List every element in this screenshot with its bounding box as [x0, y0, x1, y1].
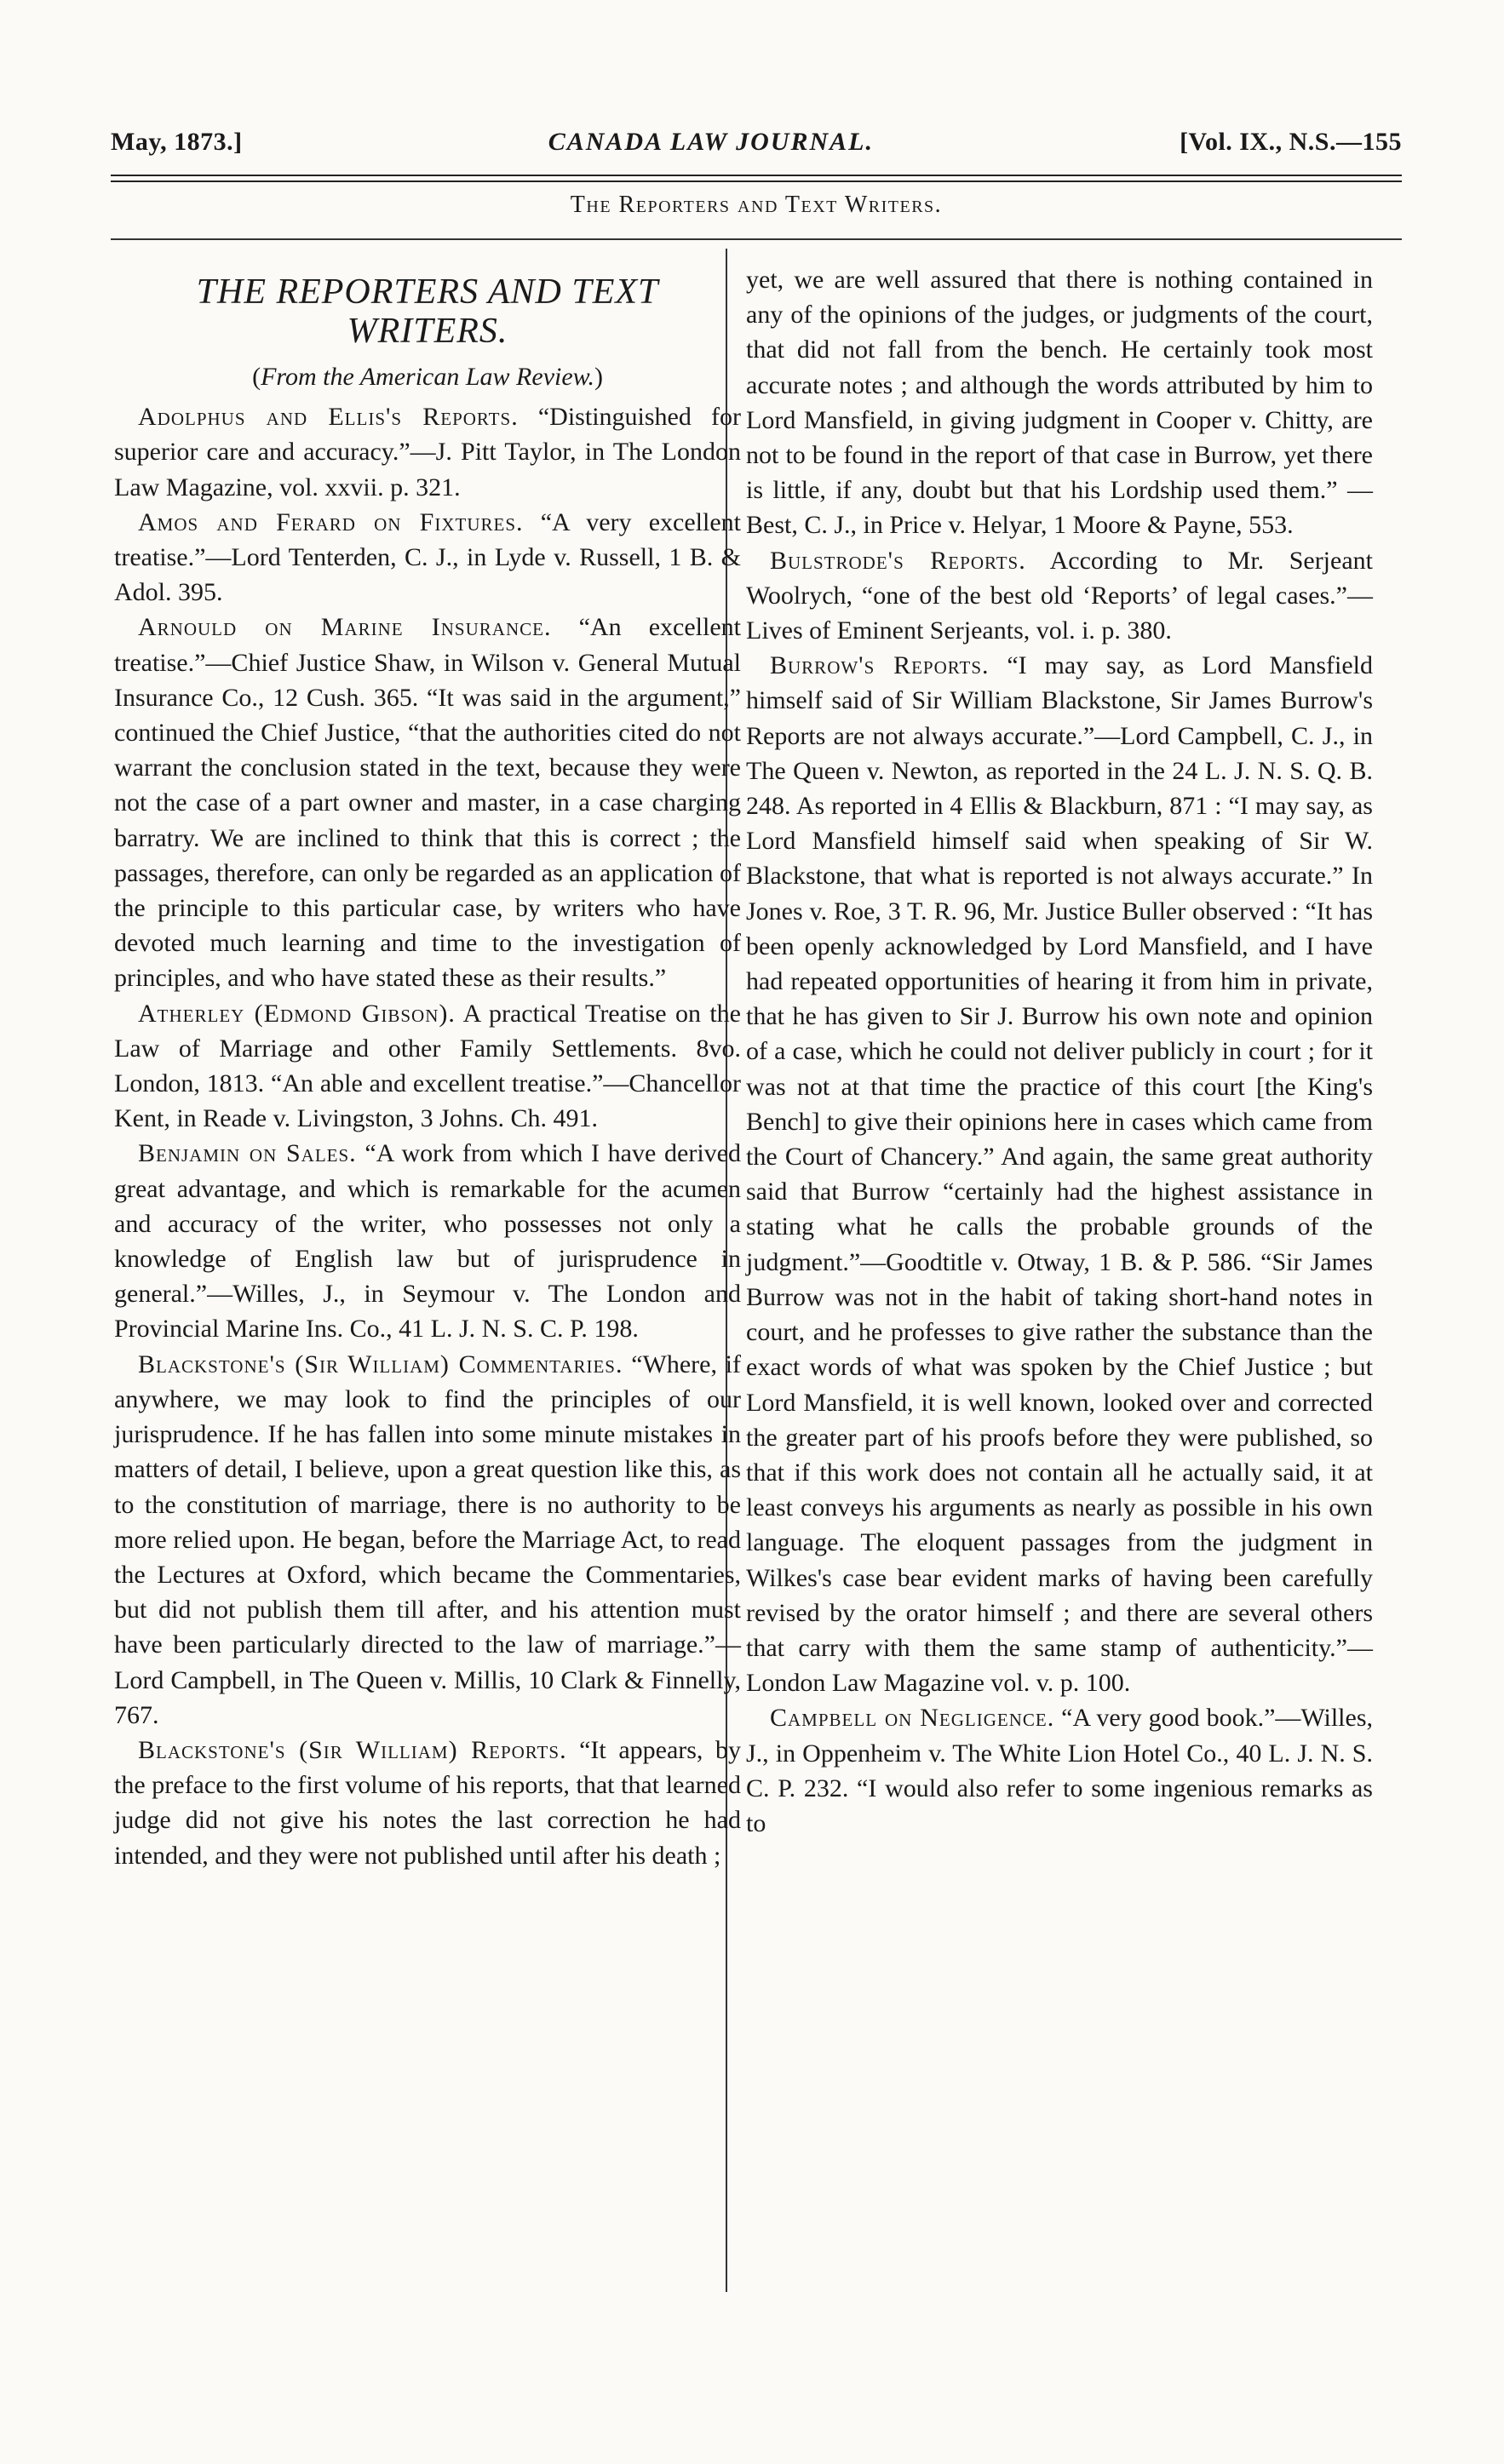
entry-heading: Campbell on Negligence. [770, 1704, 1055, 1733]
header-rule-bottom [111, 181, 1402, 182]
entry-amos-ferard [114, 505, 741, 610]
article-title-line2: WRITERS. [347, 312, 508, 351]
journal-title: CANADA LAW JOURNAL. [548, 128, 874, 156]
entry-atherley [114, 996, 741, 1137]
entry-heading: Adolphus and Ellis's Reports. [138, 403, 519, 432]
entry-body: “A very excellent treatise.”—Lord Tenterden, C. J., in Lyde v. Russell, 1 B. & Adol. 395. [114, 507, 742, 607]
left-column [114, 262, 741, 1873]
volume-page: [Vol. IX., N.S.—155 [1180, 128, 1402, 156]
entry-burrow [746, 648, 1373, 1700]
article-title-line1: THE REPORTERS AND TEXT [196, 272, 659, 312]
section-heading: The Reporters and Text Writers. [570, 192, 943, 218]
entry-body: “A work from which I have derived great advantage, and which is remarkable for the acumen and accuracy of the writer, who possesses not only a knowledge of English law but of jurisprudence in general.”—Willes, J., in Seymour v. The London and Provincial Marine Ins. Co., 41 L. J. N. S. C. P. 198. [114, 1139, 741, 1344]
entry-body: “A very good book.”—Willes, J., in Oppenheim v. The White Lion Hotel Co., 40 L. J. N. S. C. P. 232. “I would also refer to some ingenious remarks as to [746, 1704, 1373, 1837]
entry-body: “Distinguished for superior care and accuracy.”—J. Pitt Taylor, in The London Law Magazine, vol. xxvii. p. 321. [114, 403, 742, 501]
entry-heading: Atherley (Edmond Gibson). [138, 999, 456, 1028]
entry-body: A practical Treatise on the Law of Marriage and other Family Settlements. 8vo. London, 1813. “An able and excellent treatise.”—Chancellor Kent, in Reade v. Livingston, 3 Johns. Ch. 491. [114, 999, 741, 1133]
article-title [114, 272, 741, 351]
running-head [111, 128, 1402, 157]
source-paren-close: ) [594, 363, 603, 391]
entry-body: “An excellent treatise.”—Chief Justice Shaw, in Wilson v. General Mutual Insurance Co., 12 Cush. 365. “It was said in the argument,” continued the Chief Justice, “that the authorities cited do not warrant the conclusion stated in the text, because they were not the case of a part owner and master, in a case charging barratry. We are inclined to think that this is correct ; the passages, therefore, can only be regarded as an application of the principle to this particular case, by writers who have devoted much learning and time to the investigation of principles, and who have stated these as their results.” [114, 613, 742, 993]
entry-adolphus-ellis [114, 399, 741, 505]
right-column [746, 262, 1373, 1841]
source-paren-open: ( [252, 363, 261, 391]
entry-blackstone-commentaries [114, 1347, 741, 1733]
entry-heading: Blackstone's (Sir William) Commentaries. [138, 1349, 623, 1378]
entry-blackstone-reports [114, 1733, 741, 1873]
source-text: From the American Law Review. [261, 363, 594, 391]
entry-bulstrode [746, 543, 1373, 649]
section-rule [111, 238, 1402, 240]
entry-body: “Where, if anywhere, we may look to find the principles of our jurisprudence. If he has fallen into some minute mistakes in matters of detail, I believe, upon a great question like this, as to the constitution of marriage, there is no authority to be more relied upon. He began, before the Marriage Act, to read the Lectures at Oxford, which became the Commentaries, but did not publish them till after, and his attention must have been particularly directed to the law of marriage.”—Lord Campbell, in The Queen v. Millis, 10 Clark & Finnelly, 767. [114, 1349, 742, 1729]
entry-campbell [746, 1700, 1373, 1841]
entry-heading: Blackstone's (Sir William) Reports. [138, 1735, 567, 1764]
issue-date: May, 1873.] [111, 128, 243, 156]
entry-benjamin [114, 1136, 741, 1346]
entry-arnould [114, 610, 741, 995]
entry-body: According to Mr. Serjeant Woolrych, “one of the best old ‘Reports’ of legal cases.”—Lives of Eminent Serjeants, vol. i. p. 380. [746, 546, 1373, 645]
entry-body: “It appears, by the preface to the first volume of his reports, that that learned judge did not give his notes the last correction he had intended, and they were not published until after his death ; [114, 1735, 741, 1870]
header-rule-top [111, 175, 1402, 176]
entry-heading: Bulstrode's Reports. [770, 546, 1026, 575]
entry-heading: Burrow's Reports. [770, 651, 990, 680]
entry-body: “I may say, as Lord Mansfield himself said of Sir William Blackstone, Sir James Burrow's Reports are not always accurate.”—Lord Campbell, C. J., in The Queen v. Newton, as reported in the 24 L. J. N. S. Q. B. 248. As reported in 4 Ellis & Blackburn, 871 : “I may say, as Lord Mansfield himself said when speaking of Sir W. Blackstone, that what is reported is not always accurate.” In Jones v. Roe, 3 T. R. 96, Mr. Justice Buller observed : “It has been openly acknowledged by Lord Mansfield, and I have had repeated opportunities of hearing it from him in private, that he has given to Sir J. Burrow his own note and opinion of a case, which he could not deliver publicly in court ; for it was not at that time the practice of this court [the King's Bench] to give their opinions here in cases which came from the Court of Chancery.” And again, the same great authority said that Burrow “certainly had the highest assistance in stating what he calls the probable grounds of the judgment.”—Goodtitle v. Otway, 1 B. & P. 586. “Sir James Burrow was not in the habit of taking short-hand notes in court, and he professes to give rather the substance than the exact words of what was spoken by the Chief Justice ; but Lord Mansfield, it is well known, looked over and corrected the greater part of his proofs before they were published, so that if this work does not contain all he actually said, it at least conveys his arguments as nearly as possible in his own language. The eloquent passages from the judgment in Wilkes's case bear evident marks of having been carefully revised by the orator himself ; and there are several others that carry with them the same stamp of authenticity.”—London Law Magazine vol. v. p. 100. [746, 651, 1373, 1698]
entry-heading: Amos and Ferard on Fixtures. [138, 507, 524, 536]
entry-blackstone-reports-continued: yet, we are well assured that there is nothing contained in any of the opinions of the judges, or judgments of the court, that did not fall from the bench. He certainly took most accurate notes ; and although the words attributed by him to Lord Mansfield, in giving judgment in Cooper v. Chitty, are not to be found in the report of that case in Burrow, yet there is little, if any, doubt but that his Lordship used them.” —Best, C. J., in Price v. Helyar, 1 Moore & Payne, 553. [746, 266, 1373, 540]
entry-heading: Arnould on Marine Insurance. [138, 613, 552, 642]
entry-heading: Benjamin on Sales. [138, 1139, 357, 1168]
source-note [114, 359, 741, 394]
